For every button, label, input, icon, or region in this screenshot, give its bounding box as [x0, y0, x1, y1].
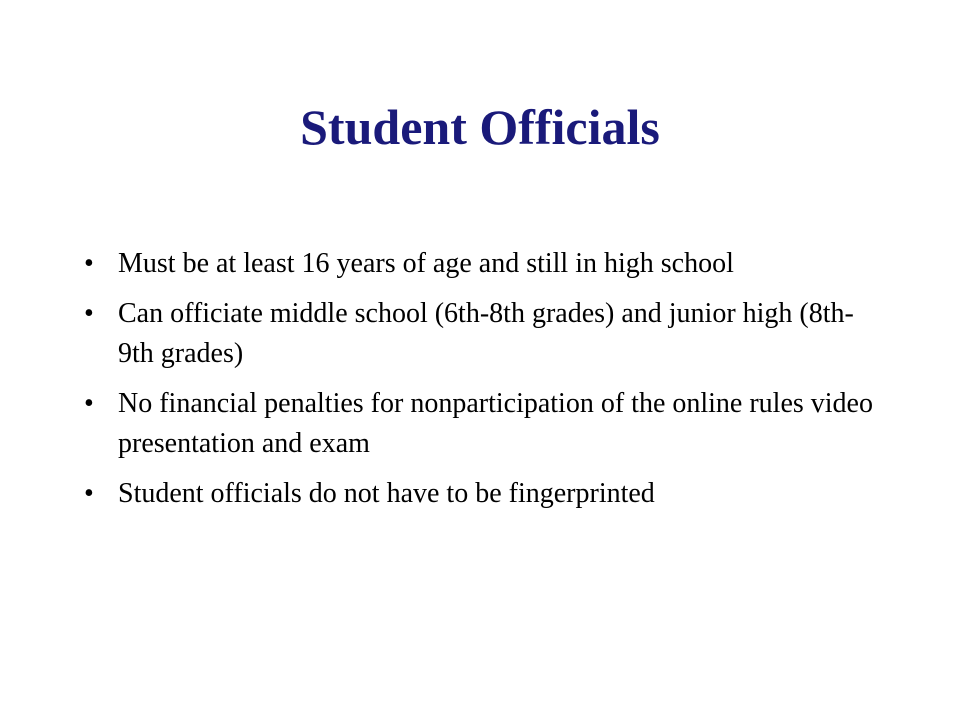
bullet-icon: •: [84, 298, 94, 329]
bullet-item-1: [84, 244, 884, 284]
bullet-icon: •: [84, 248, 94, 279]
bullet-text: Student officials do not have to be fingerprinted: [118, 478, 655, 509]
bullet-item-2: [84, 294, 884, 374]
bullet-item-4: [84, 474, 884, 514]
bullet-icon: •: [84, 388, 94, 419]
bullet-text: No financial penalties for nonparticipation of the online rules video presentation and exam: [118, 388, 873, 459]
bullet-text: Can officiate middle school (6th-8th grades) and junior high (8th-9th grades): [118, 298, 854, 369]
bullet-item-3: [84, 384, 884, 464]
slide-title: Student Officials: [300, 99, 660, 155]
bullet-icon: •: [84, 478, 94, 509]
bullet-text: Must be at least 16 years of age and still in high school: [118, 248, 734, 279]
bullet-list: [84, 244, 884, 524]
